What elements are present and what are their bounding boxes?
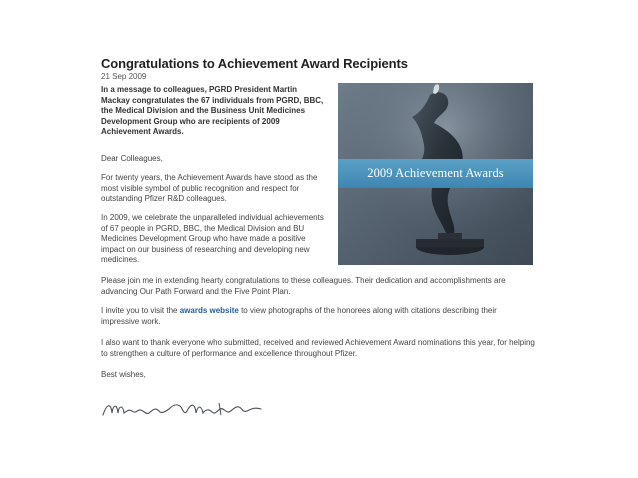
article-lead: In a message to colleagues, PGRD President Martin Mackay congratulates the 67 individuals from PGRD, BBC, the Medical Division and the Business Unit Medicines Development Group who are recipients of 2009 Achievement Awards.: [101, 85, 324, 137]
paragraph-4-text-after: to view photographs of the honorees along with citations describing their impressive work.: [101, 306, 497, 326]
paragraph-4-text-before: I invite you to visit the: [101, 306, 180, 315]
paragraph-1: For twenty years, the Achievement Awards have stood as the most visible symbol of public recognition and respect for outstanding Pfizer R&D colleagues.: [101, 173, 318, 204]
signature-image: [99, 393, 269, 427]
paragraph-4: [101, 306, 536, 327]
article-title: Congratulations to Achievement Award Recipients: [101, 56, 408, 71]
paragraph-3: Please join me in extending hearty congratulations to these colleagues. Their dedication and accomplishments are advancing Our Path Forward and the Five Point Plan.: [101, 276, 506, 296]
greeting: Dear Colleagues,: [101, 154, 163, 163]
paragraph-2: In 2009, we celebrate the unparalleled individual achievements of 67 people in PGRD, BBC, the Medical Division and BU Medicines Development Group who have made a positive impact on our business of researching and developing new medicines.: [101, 213, 324, 265]
award-statue-image: [338, 83, 533, 265]
article-date: 21 Sep 2009: [101, 72, 147, 81]
paragraph-5: I also want to thank everyone who submitted, received and reviewed Achievement Award nominations this year, for helping to strengthen a culture of performance and excellence throughout Pfizer.: [101, 338, 535, 358]
closing-line: Best wishes,: [101, 370, 146, 379]
award-banner-text: 2009 Achievement Awards: [367, 166, 504, 180]
awards-website-link[interactable]: awards website: [179, 306, 239, 315]
